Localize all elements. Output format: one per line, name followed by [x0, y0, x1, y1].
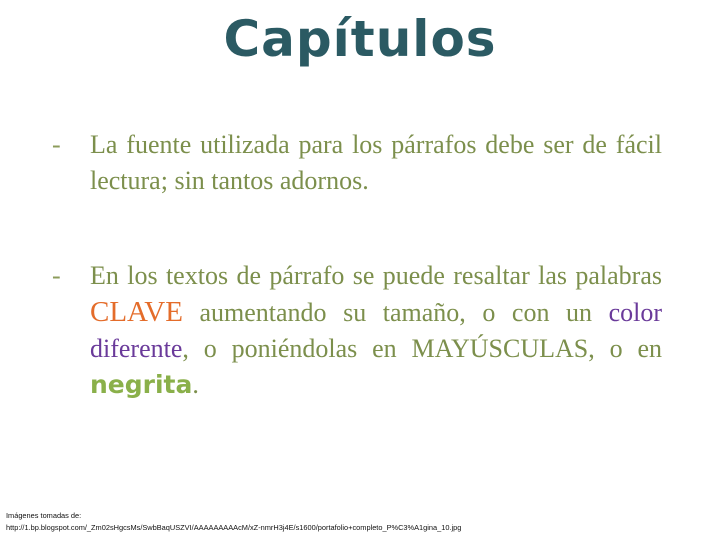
- slide-title: Capítulos: [223, 10, 497, 68]
- bullet-text: La fuente utilizada para los párrafos debe ser de fácil lectura; sin tantos adornos.: [90, 130, 662, 195]
- bullet-marker: -: [52, 261, 61, 290]
- bullet-text: [90, 258, 662, 403]
- source-label: Imágenes tomadas de:: [6, 511, 82, 520]
- image-source-note: [6, 510, 461, 534]
- bullet-text-segment: , o poniéndolas en MAYÚSCULAS, o en: [182, 334, 662, 363]
- keyword-negrita: negrita: [90, 370, 193, 399]
- source-url: http://1.bp.blogspot.com/_Zm02sHgcsMs/SwbBaqUSZVI/AAAAAAAAAcM/xZ-nmrH3j4E/s1600/portafolio+completo_P%C3%A1gina_10.jpg: [6, 523, 462, 532]
- bullet-text-segment: aumentando su tamaño, o con un: [182, 298, 609, 327]
- bullet-text-segment: En los textos de párrafo se puede resaltar las palabras: [90, 261, 662, 290]
- keyword-clave: CLAVE: [90, 296, 183, 328]
- bullet-text-segment: .: [192, 370, 199, 399]
- bullet-marker: -: [52, 130, 61, 159]
- keyword-color-diferente: color diferente: [90, 298, 662, 363]
